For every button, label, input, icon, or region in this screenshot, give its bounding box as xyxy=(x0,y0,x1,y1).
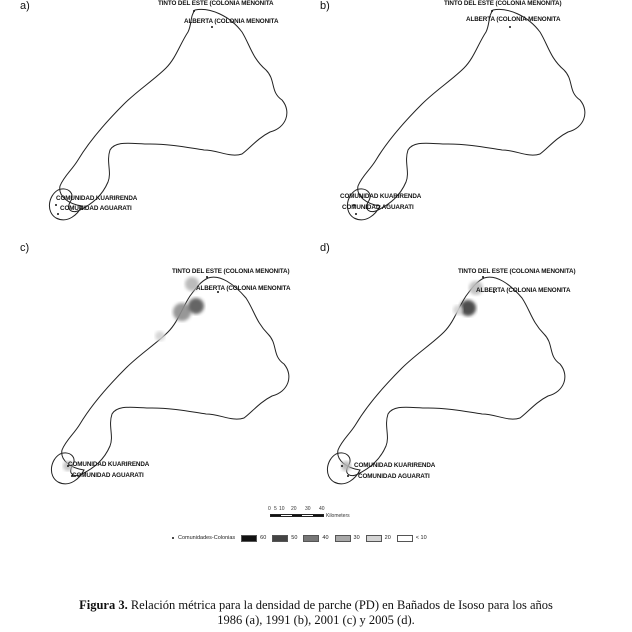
map-panel-c xyxy=(20,240,320,480)
panel-letter-a: a) xyxy=(20,0,30,12)
panel-letter-c: c) xyxy=(20,242,30,254)
scale-segment xyxy=(313,515,323,516)
label-aguarati: COMUNIDAD AGUARATI xyxy=(60,205,132,212)
label-aguarati: COMUNIDAD AGUARATI xyxy=(358,473,430,480)
map-d-boundary xyxy=(318,240,618,490)
label-alberta: ALBERTA (COLONIA MENONITA xyxy=(184,18,279,25)
caption-text-1: Relación métrica para la densidad de parche (PD) en Bañados de Isoso para los años xyxy=(130,598,553,612)
scale-tick-label: 0 xyxy=(268,506,271,512)
legend-item-class xyxy=(335,535,360,542)
scale-segment xyxy=(292,515,302,516)
legend-item-class xyxy=(366,535,391,542)
caption-line-2: 1986 (a), 1991 (b), 2001 (c) y 2005 (d). xyxy=(217,613,415,627)
legend-swatch xyxy=(272,535,288,542)
label-aguarati: COMUNIDAD AGUARATI xyxy=(342,204,414,211)
scale-tick-label: 10 xyxy=(279,506,285,512)
legend xyxy=(172,533,433,543)
legend-points-label: Comunidades-Colonias xyxy=(178,535,236,541)
legend-class-label: < 10 xyxy=(415,535,427,541)
scale-bar xyxy=(268,506,368,522)
legend-item-class xyxy=(272,535,297,542)
scale-tick-label: 5 xyxy=(274,506,277,512)
legend-class-label: 40 xyxy=(322,535,329,541)
density-patch-20 xyxy=(155,331,165,341)
caption-line-1 xyxy=(0,598,632,613)
map-panel-a xyxy=(20,0,320,240)
scale-bar-track xyxy=(270,514,324,517)
figure-caption xyxy=(0,598,632,628)
scale-tick-label: 20 xyxy=(291,506,297,512)
label-tinto-del-este: TINTO DEL ESTE (COLONIA MENONITA) xyxy=(172,268,290,275)
label-alberta: ALBERTA (COLONIA MENONITA xyxy=(466,16,561,23)
legend-class-label: 30 xyxy=(353,535,360,541)
map-panel-b xyxy=(318,0,618,240)
label-tinto-del-este: TINTO DEL ESTE (COLONIA MENONITA) xyxy=(444,0,562,7)
label-kuarirenda: COMUNIDAD KUARIRENDA xyxy=(354,462,436,469)
legend-swatch xyxy=(397,535,413,542)
point-symbol-icon xyxy=(172,537,174,539)
density-patch-50 xyxy=(188,298,204,314)
panel-letter-d: d) xyxy=(320,242,330,254)
map-c-boundary xyxy=(20,240,320,490)
legend-class-label: 50 xyxy=(291,535,298,541)
label-kuarirenda: COMUNIDAD KUARIRENDA xyxy=(56,195,138,202)
scale-segment xyxy=(271,515,281,516)
map-panel-d xyxy=(318,240,618,480)
map-a-boundary xyxy=(20,0,320,240)
scale-segment xyxy=(302,515,312,516)
legend-item-communities xyxy=(172,535,235,541)
legend-swatch xyxy=(335,535,351,542)
label-tinto-del-este: TINTO DEL ESTE (COLONIA MENONITA xyxy=(158,0,274,7)
label-alberta: ALBERTA (COLONIA MENONITA xyxy=(196,285,291,292)
legend-swatch xyxy=(303,535,319,542)
scale-unit: Kilometers xyxy=(326,513,350,519)
label-aguarati: COMUNIDAD AGUARATI xyxy=(72,472,144,479)
scale-segment xyxy=(281,515,291,516)
legend-swatch xyxy=(241,535,257,542)
scale-tick-label: 30 xyxy=(305,506,311,512)
legend-swatch xyxy=(366,535,382,542)
legend-item-class xyxy=(241,535,266,542)
label-tinto-del-este: TINTO DEL ESTE (COLONIA MENONITA) xyxy=(458,268,576,275)
legend-class-label: 20 xyxy=(384,535,391,541)
label-alberta: ALBERTA (COLONIA MENONITA xyxy=(476,287,571,294)
label-kuarirenda: COMUNIDAD KUARIRENDA xyxy=(340,193,422,200)
legend-class-label: 60 xyxy=(260,535,267,541)
legend-item-class xyxy=(303,535,328,542)
scale-tick-label: 40 xyxy=(319,506,325,512)
density-patch-20 xyxy=(453,305,463,315)
panel-letter-b: b) xyxy=(320,0,330,12)
caption-figure-label: Figura 3. xyxy=(79,598,128,612)
label-kuarirenda: COMUNIDAD KUARIRENDA xyxy=(68,461,150,468)
legend-item-class xyxy=(397,535,427,542)
